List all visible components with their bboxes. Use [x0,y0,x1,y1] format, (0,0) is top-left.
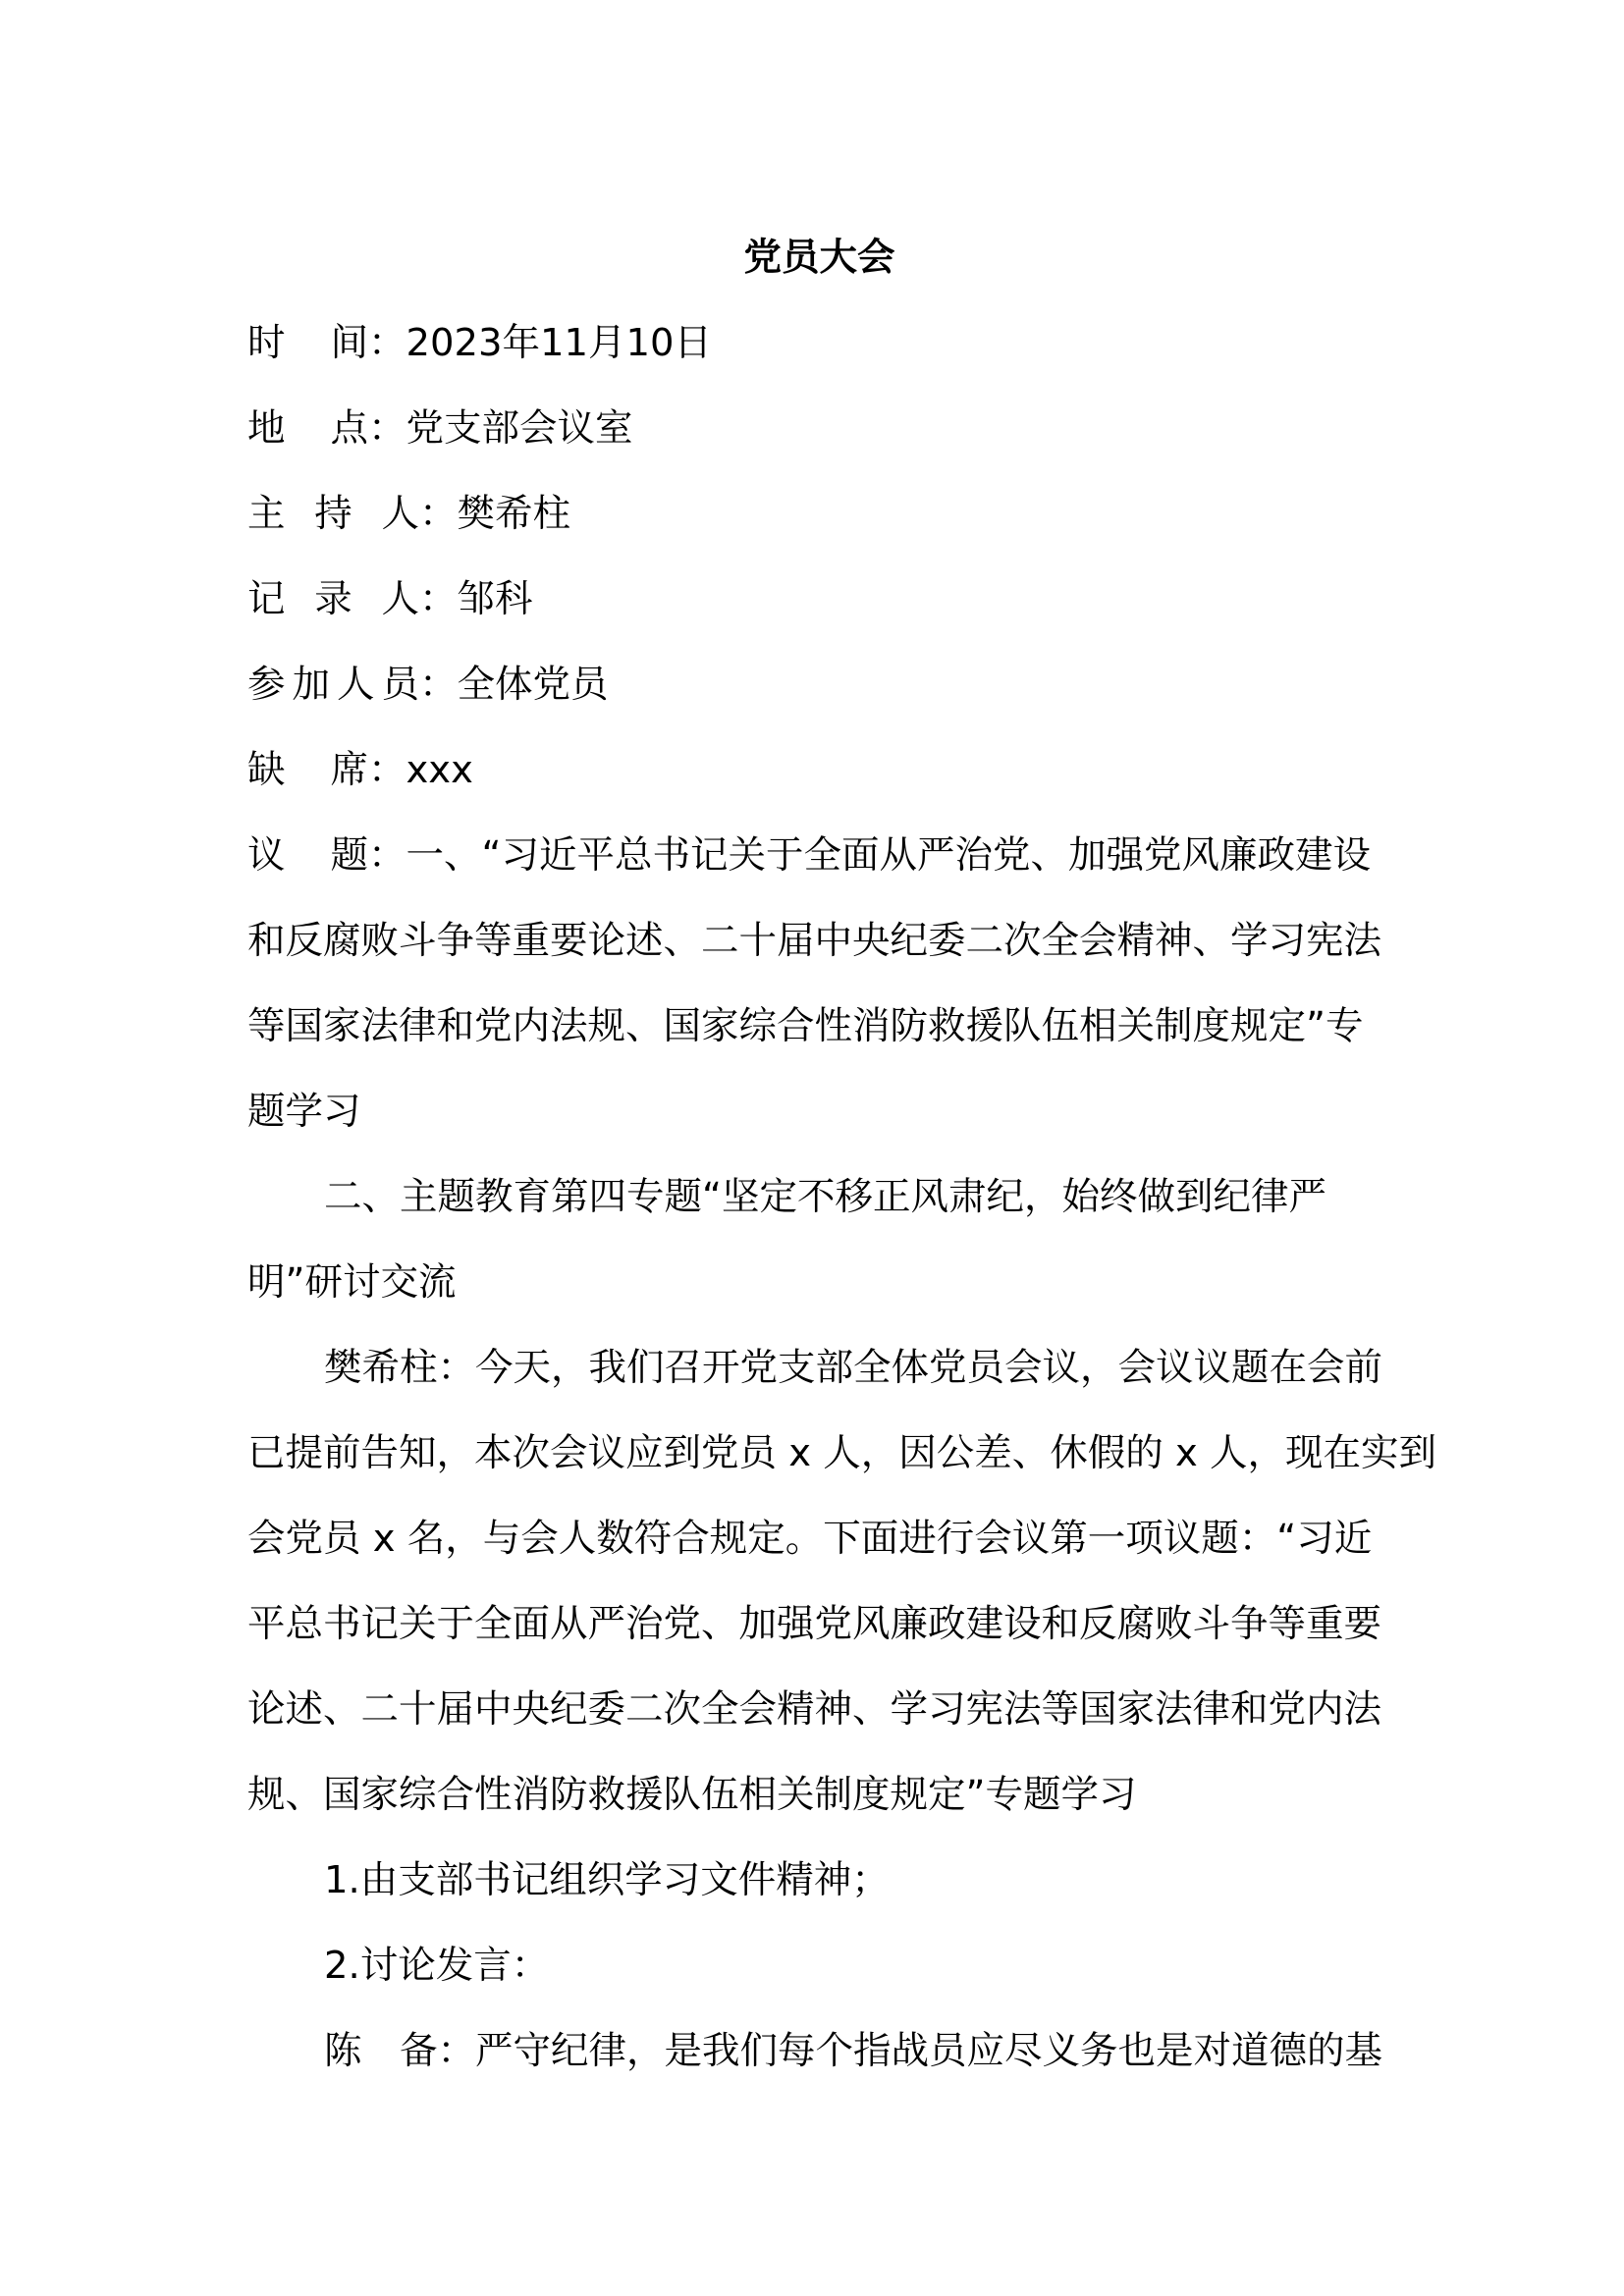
list-item: 2.讨论发言： [324,1944,550,1988]
colon: ： [368,833,406,878]
meta-recorder [247,557,1391,642]
meta-label: 记录人 [247,577,419,621]
meta-value: 全体党员 [457,663,609,707]
agenda-line: 和反腐败斗争等重要论述、二十届中央纪委二次全会精神、学习宪法 [247,919,1382,963]
meta-value: 一、“习近平总书记关于全面从严治党、加强党风廉政建设 [406,833,1371,878]
meta-absent [247,727,1391,813]
meta-label: 议题 [247,833,368,878]
meta-label: 参加人员 [247,663,419,707]
meta-host [247,471,1391,557]
speech-line: 已提前告知，本次会议应到党员 x 人，因公差、休假的 x 人，现在实到 [247,1431,1437,1475]
meta-label: 缺席 [247,748,368,792]
agenda-line: 等国家法律和党内法规、国家综合性消防救援队伍相关制度规定”专 [247,1004,1364,1048]
meta-value: 2023年11月10日 [406,321,712,365]
document-page [247,215,1437,2094]
meta-value: 樊希柱 [457,492,571,536]
speech-line: 规、国家综合性消防救援队伍相关制度规定”专题学习 [247,1773,1137,1817]
document-title: 党员大会 [743,236,895,280]
agenda-line: 题学习 [247,1090,361,1134]
meta-agenda [247,813,1391,898]
meta-value: 邹科 [457,577,533,621]
speech-line: 会党员 x 名，与会人数符合规定。下面进行会议第一项议题：“习近 [247,1517,1373,1561]
colon: ： [368,406,406,451]
colon: ： [368,321,406,365]
colon: ： [419,663,458,707]
speech-line: 平总书记关于全面从严治党、加强党风廉政建设和反腐败斗争等重要 [247,1602,1382,1646]
meta-label: 主持人 [247,492,419,536]
colon: ： [419,577,458,621]
meta-value: 党支部会议室 [406,406,633,451]
meta-place [247,386,1391,471]
agenda-two-line: 二、主题教育第四专题“坚定不移正风肃纪，始终做到纪律严 [324,1175,1326,1219]
meta-time [247,300,1391,386]
meta-label: 地点 [247,406,368,451]
speech-line: 樊希柱：今天，我们召开党支部全体党员会议，会议议题在会前 [324,1346,1383,1390]
speech-line-last: 陈 备：严守纪律，是我们每个指战员应尽义务也是对道德的基 [324,2029,1383,2073]
meta-label: 时间 [247,321,368,365]
agenda-two-line: 明”研讨交流 [247,1260,457,1305]
speech-line: 论述、二十届中央纪委二次全会精神、学习宪法等国家法律和党内法 [247,1687,1382,1732]
colon: ： [368,748,406,792]
list-item: 1.由支部书记组织学习文件精神； [324,1858,890,1902]
colon: ： [419,492,458,536]
meta-attendees [247,642,1391,727]
meta-value: xxx [406,748,473,792]
